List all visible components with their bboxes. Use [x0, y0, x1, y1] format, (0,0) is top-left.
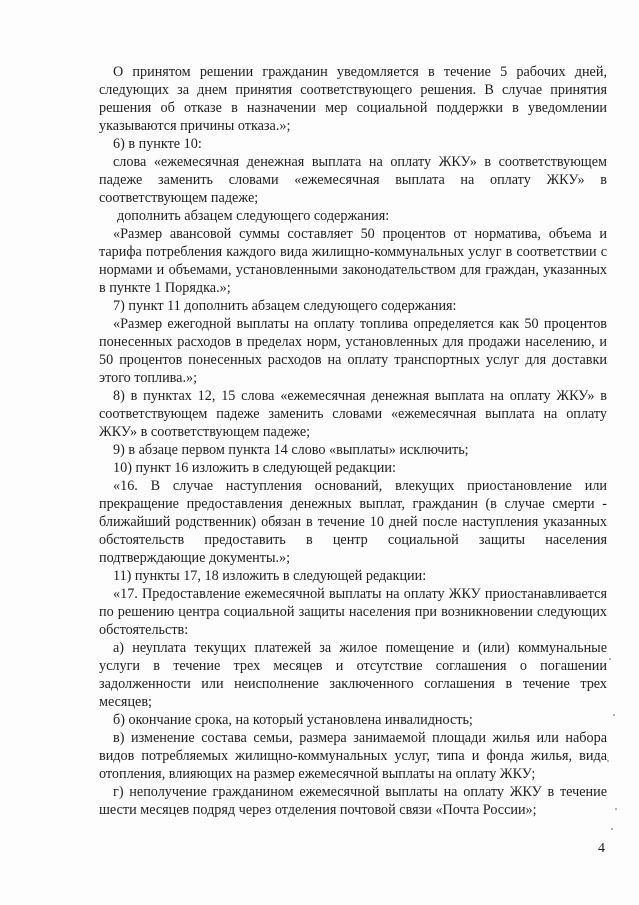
document-body [99, 63, 607, 819]
paragraph: 10) пункт 16 изложить в следующей редакции: [113, 460, 396, 476]
paragraph: 6) в пункте 10: [113, 136, 202, 152]
scan-speck [613, 714, 615, 716]
paragraph: а) неуплата текущих платежей за жилое помещение и (или) коммунальные услуги в течение трех месяцев и отсутствие соглашения о погашении задолженности или неисполнение заключенного соглашения в течение трех месяцев; [99, 640, 607, 710]
paragraph: 7) пункт 11 дополнить абзацем следующего содержания: [113, 298, 457, 314]
scan-speck [615, 808, 617, 810]
paragraph: «16. В случае наступления оснований, влекущих приостановление или прекращение предоставления денежных выплат, гражданин (в случае смерти - ближайший родственник) обязан в течение 10 дней после наступления указанных обстоятельств предоставить в центр социальной защиты населения подтверждающие документы.»; [99, 478, 607, 566]
paragraph: в) изменение состава семьи, размера занимаемой площади жилья или набора видов потребляемых жилищно-коммунальных услуг, типа и фонда жилья, вида отопления, влияющих на размер ежемесячной выплаты на оплату ЖКУ; [99, 730, 607, 782]
paragraph: «Размер ежегодной выплаты на оплату топлива определяется как 50 процентов понесенных расходов в пределах норм, установленных для продажи населению, и 50 процентов понесенных расходов на оплату транспортных услуг для доставки этого топлива.»; [99, 316, 607, 386]
scan-speck [609, 658, 611, 660]
paragraph: слова «ежемесячная денежная выплата на оплату ЖКУ» в соответствующем падеже заменить словами «ежемесячная выплата на оплату ЖКУ» в соответствующем падеже; [99, 154, 607, 206]
paragraph: 11) пункты 17, 18 изложить в следующей редакции: [113, 568, 427, 584]
page-number: 4 [598, 841, 605, 856]
paragraph: дополнить абзацем следующего содержания: [117, 208, 390, 224]
paragraph: «17. Предоставление ежемесячной выплаты на оплату ЖКУ приостанавливается по решению центра социальной защиты населения при возникновении следующих обстоятельств: [99, 586, 607, 638]
paragraph: б) окончание срока, на который установлена инвалидность; [113, 712, 473, 728]
scan-speck [607, 760, 609, 762]
paragraph: 8) в пунктах 12, 15 слова «ежемесячная денежная выплата на оплату ЖКУ» в соответствующем падеже заменить словами «ежемесячная выплата на оплату ЖКУ» в соответствующем падеже; [99, 388, 607, 440]
paragraph: «Размер авансовой суммы составляет 50 процентов от норматива, объема и тарифа потребления каждого вида жилищно-коммунальных услуг в соответствии с нормами и объемами, установленными законодательством для граждан, указанных в пункте 1 Порядка.»; [99, 226, 607, 296]
scan-speck [611, 828, 613, 830]
paragraph: г) неполучение гражданином ежемесячной выплаты на оплату ЖКУ в течение шести месяцев подряд через отделения почтовой связи «Почта России»; [99, 784, 607, 818]
paragraph: О принятом решении гражданин уведомляется в течение 5 рабочих дней, следующих за днем принятия соответствующего решения. В случае принятия решения об отказе в назначении мер социальной поддержки в уведомлении указываются причины отказа.»; [99, 64, 607, 134]
scan-noise [603, 640, 621, 860]
paragraph: 9) в абзаце первом пункта 14 слово «выплаты» исключить; [113, 442, 469, 458]
